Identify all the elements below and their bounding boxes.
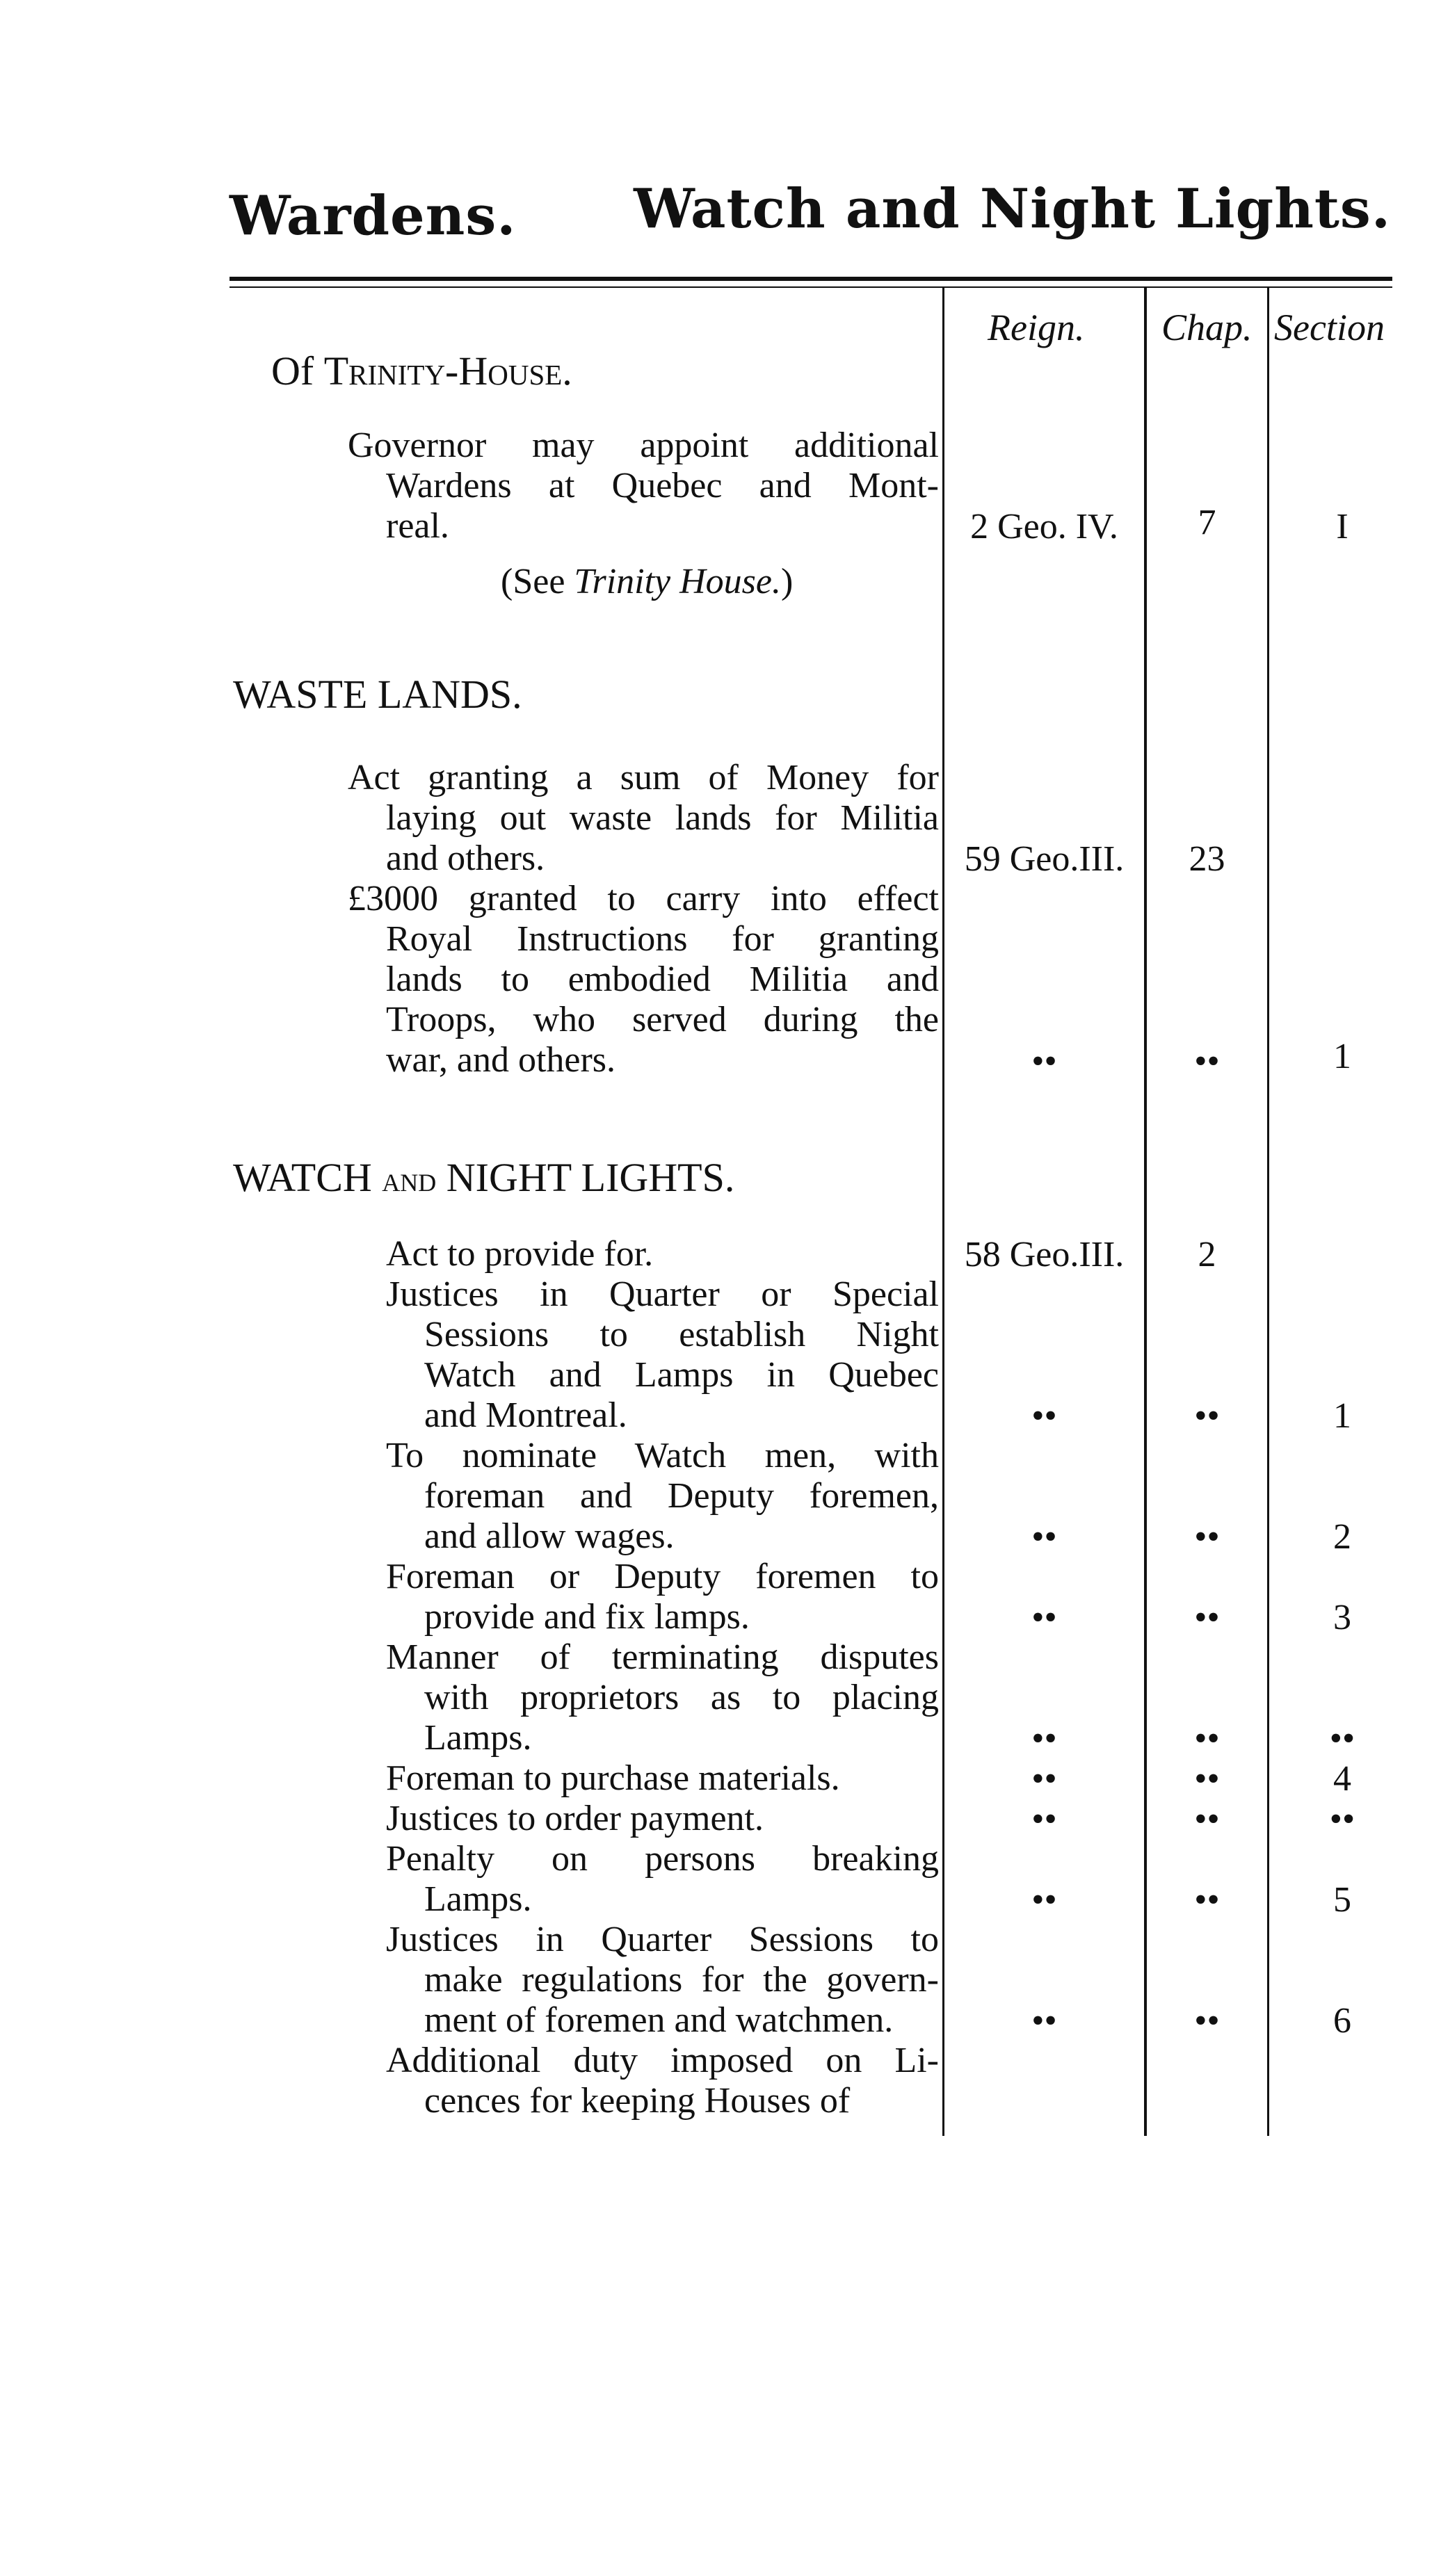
entry-line: Lamps.	[424, 1879, 532, 1919]
reign-cell: ••	[1031, 1396, 1057, 1436]
column-divider-section	[1267, 286, 1269, 2136]
watch-entry	[386, 1839, 939, 1920]
section-cell: ••	[1329, 1719, 1355, 1758]
entry-line: make regulations for the govern-	[424, 1960, 939, 2000]
chap-cell: ••	[1194, 1517, 1220, 1557]
watch-entry	[386, 1799, 939, 1839]
see-reference-trinity: (See Trinity House.)	[501, 562, 794, 601]
section-cell: 4	[1333, 1759, 1351, 1799]
subheading-trinity-house: Of Trinity-House.	[271, 348, 572, 394]
reign-cell: 58 Geo.III.	[964, 1235, 1125, 1274]
section-cell: ••	[1329, 1799, 1355, 1839]
entry-line: Penalty on persons breaking	[386, 1839, 939, 1879]
entry-waste-grant: £3000 granted to carry into effect Royal Instructions for granting lands to embodied Militia and Troops, who served during the war, and others.	[348, 879, 939, 1080]
section-cell: 1	[1333, 1396, 1351, 1436]
chap-cell: 2	[1198, 1235, 1216, 1274]
reign-waste-act: 59 Geo.III.	[964, 839, 1125, 879]
entry-line: ment of foremen and watchmen.	[424, 2000, 894, 2040]
reign-cell: ••	[1031, 1719, 1057, 1758]
entry-line: Manner of terminating disputes	[386, 1637, 939, 1677]
heading-waste-lands: WASTE LANDS.	[233, 672, 522, 717]
section-cell: 2	[1333, 1517, 1351, 1557]
column-heading-reign: Reign.	[988, 307, 1085, 348]
entry-line: Sessions to establish Night	[424, 1315, 939, 1354]
chap-cell: ••	[1194, 1799, 1220, 1839]
entry-line: cences for keeping Houses of	[424, 2081, 851, 2121]
entry-line: Watch and Lamps in Quebec	[424, 1355, 939, 1395]
watch-entry	[386, 1637, 939, 1758]
chap-cell: ••	[1194, 1880, 1220, 1920]
heading-watch-night-lights: WATCH AND NIGHT LIGHTS.	[233, 1155, 735, 1200]
entry-line: Lamps.	[424, 1718, 532, 1758]
watch-entry	[386, 1920, 939, 2041]
section-cell: 6	[1333, 2001, 1351, 2041]
running-header-right: Watch and Night Lights.	[634, 177, 1391, 241]
entry-line: and allow wages.	[424, 1516, 675, 1556]
reign-cell: ••	[1031, 1799, 1057, 1839]
section-trinity: I	[1336, 507, 1349, 546]
chap-cell: ••	[1194, 1759, 1220, 1799]
entry-line: Justices in Quarter Sessions to	[386, 1920, 939, 1959]
reign-cell: ••	[1031, 1517, 1057, 1557]
reign-waste-grant: ••	[1031, 1042, 1057, 1081]
reign-cell: ••	[1031, 1880, 1057, 1920]
column-divider-reign	[942, 286, 944, 2136]
chap-cell: ••	[1194, 1598, 1220, 1637]
reign-cell: ••	[1031, 1598, 1057, 1637]
reign-cell: ••	[1031, 2001, 1057, 2041]
header-rule-thin	[230, 286, 1392, 288]
entry-line: with proprietors as to placing	[424, 1678, 939, 1717]
chap-cell: ••	[1194, 1396, 1220, 1436]
entry-line: foreman and Deputy foremen,	[424, 1476, 939, 1516]
entry-line: Foreman or Deputy foremen to	[386, 1557, 939, 1596]
entry-line: Act to provide for.	[386, 1234, 654, 1274]
reign-cell: ••	[1031, 1759, 1057, 1799]
section-cell: 5	[1333, 1880, 1351, 1920]
entry-line: provide and fix lamps.	[424, 1597, 750, 1637]
entry-trinity-wardens: Governor may appoint additional Wardens at Quebec and Mont- real.	[348, 426, 939, 546]
entry-line: Justices in Quarter or Special	[386, 1274, 939, 1314]
entry-waste-act: Act granting a sum of Money for laying out waste lands for Militia and others.	[348, 758, 939, 878]
entry-line: and Montreal.	[424, 1395, 627, 1435]
watch-entry	[386, 1274, 939, 1436]
watch-entry	[386, 1758, 939, 1799]
chap-cell: ••	[1194, 1719, 1220, 1758]
entry-line: Foreman to purchase materials.	[386, 1758, 840, 1798]
chap-cell: ••	[1194, 2001, 1220, 2041]
entry-line: To nominate Watch men, with	[386, 1436, 939, 1475]
watch-entry	[386, 1436, 939, 1557]
chap-waste-grant: ••	[1194, 1042, 1220, 1081]
header-rule-thick	[230, 277, 1392, 281]
section-waste-grant: 1	[1333, 1037, 1351, 1076]
chap-trinity: 7	[1198, 503, 1216, 542]
entry-line: Additional duty imposed on Li-	[386, 2041, 939, 2080]
column-heading-chap: Chap.	[1161, 307, 1253, 348]
watch-entry	[386, 2041, 939, 2121]
entry-line: Justices to order payment.	[386, 1799, 764, 1838]
running-header-left: Wardens.	[230, 184, 517, 248]
section-cell: 3	[1333, 1598, 1351, 1637]
chap-waste-act: 23	[1189, 839, 1225, 879]
watch-entry	[386, 1234, 939, 1274]
column-heading-section: Section	[1274, 307, 1385, 348]
watch-entry	[386, 1557, 939, 1637]
column-divider-chap	[1144, 286, 1147, 2136]
reign-trinity: 2 Geo. IV.	[970, 507, 1118, 546]
